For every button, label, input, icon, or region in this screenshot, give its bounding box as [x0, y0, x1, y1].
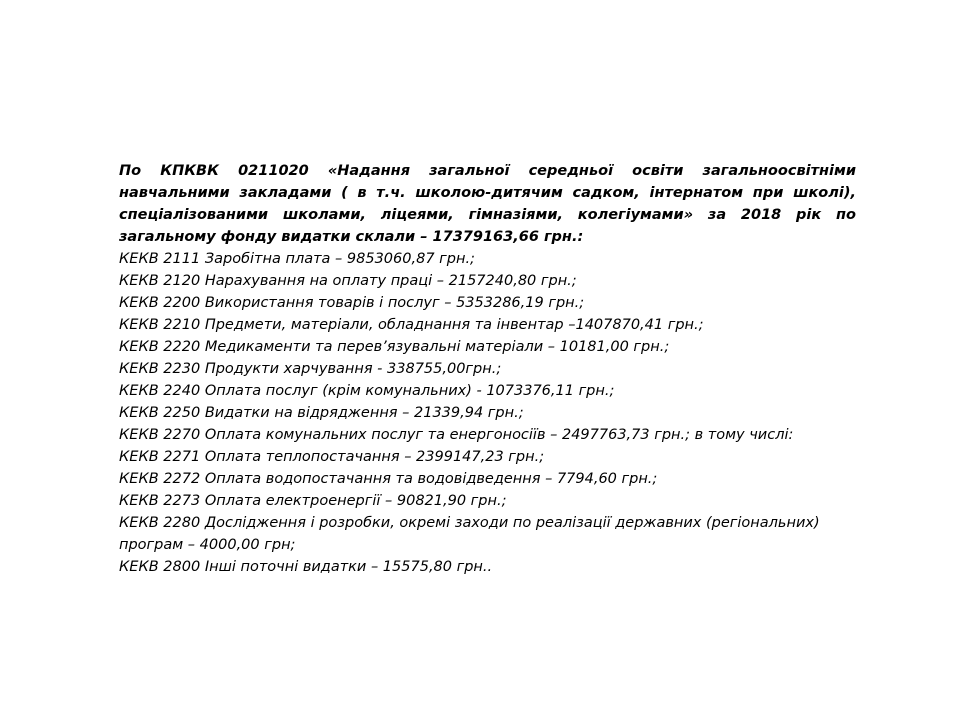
kekv-item-2272: КЕКВ 2272 Оплата водопостачання та водовідведення – 7794,60 грн.;	[119, 471, 658, 487]
kekv-item-2800: КЕКВ 2800 Інші поточні видатки – 15575,80 грн..	[119, 559, 493, 575]
kekv-item-2200: КЕКВ 2200 Використання товарів і послуг – 5353286,19 грн.;	[119, 295, 585, 311]
heading-paragraph: По КПКВК 0211020 «Надання загальної середньої освіти загальноосвітніми навчальними закладами ( в т.ч. школою-дитячим садком, інтернатом при школі), спеціалізованими школами, ліцеями, гімназіями, колегіумами» за 2018 рік по загальному фонду видатки склали – 17379163,66 грн.:	[119, 163, 856, 245]
kekv-item-2111: КЕКВ 2111 Заробітна плата – 9853060,87 грн.;	[119, 251, 475, 267]
kekv-item-2280: КЕКВ 2280 Дослідження і розробки, окремі заходи по реалізації державних (регіональних) програм – 4000,00 грн;	[119, 515, 820, 553]
kekv-item-2220: КЕКВ 2220 Медикаменти та перев’язувальні матеріали – 10181,00 грн.;	[119, 339, 670, 355]
text-block	[119, 160, 856, 578]
kekv-item-2230: КЕКВ 2230 Продукти харчування - 338755,00грн.;	[119, 361, 502, 377]
kekv-list	[119, 248, 856, 578]
kekv-item-2273: КЕКВ 2273 Оплата електроенергії – 90821,90 грн.;	[119, 493, 507, 509]
kekv-item-2271: КЕКВ 2271 Оплата теплопостачання – 2399147,23 грн.;	[119, 449, 545, 465]
kekv-item-2270: КЕКВ 2270 Оплата комунальних послуг та енергоносіїв – 2497763,73 грн.; в тому числі:	[119, 427, 794, 443]
kekv-item-2210: КЕКВ 2210 Предмети, матеріали, обладнання та інвентар –1407870,41 грн.;	[119, 317, 704, 333]
kekv-item-2240: КЕКВ 2240 Оплата послуг (крім комунальних) - 1073376,11 грн.;	[119, 383, 615, 399]
kekv-item-2250: КЕКВ 2250 Видатки на відрядження – 21339,94 грн.;	[119, 405, 524, 421]
kekv-item-2120: КЕКВ 2120 Нарахування на оплату праці – 2157240,80 грн.;	[119, 273, 577, 289]
